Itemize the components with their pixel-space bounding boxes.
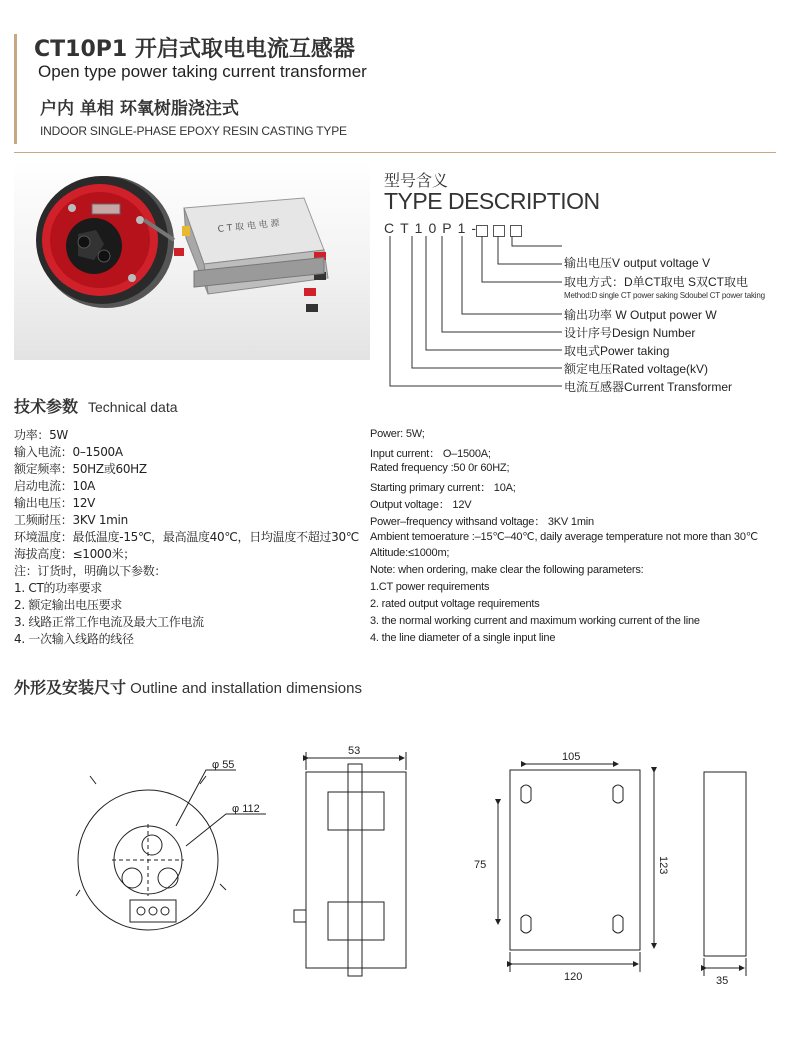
model-code-leader-lines [380,236,570,396]
dimensions-title-cn: 外形及安装尺寸 [14,678,127,697]
spec-cn-row: 功率：5W [14,428,69,442]
header-accent-bar [14,34,17,144]
product-subtitle-en: INDOOR SINGLE-PHASE EPOXY RESIN CASTING TYPE [40,124,347,138]
spec-en-row: Output voltage： 12V [370,499,472,511]
module-label: C T 取 电 电 源 [217,218,281,235]
dimensions-heading [14,675,362,698]
spec-cn-row: 2. 额定输出电压要求 [14,598,122,612]
model-code: CT10P1- [384,220,483,236]
type-description-title-en: TYPE DESCRIPTION [384,188,600,214]
header-divider [14,152,776,153]
hole-spacing-v-label: 75 [474,859,487,871]
dimensions-title-en: Outline and installation dimensions [126,680,362,697]
width-label: 120 [564,971,583,983]
spec-en-row: Power–frequency withsand voltage： 3KV 1min [370,516,594,528]
spec-en-row: Rated frequency :50 0r 60HZ; [370,462,510,474]
spec-en-row: 2. rated output voltage requirements [370,598,540,610]
type-item-power-taking: 取电式Power taking [564,344,670,358]
hole-spacing-h-label: 105 [562,751,581,763]
technical-data-title-cn: 技术参数 [14,397,79,416]
end-view-drawing [704,772,746,976]
type-item-current-transformer: 电流互感器Current Transformer [564,380,733,394]
spec-cn-row: 4. 一次输入线路的线径 [14,632,134,646]
inner-diameter-label: φ 55 [212,759,235,771]
outer-diameter-label: φ 112 [232,803,260,815]
spec-cn-row: 注：订货时，明确以下参数： [14,564,167,578]
spec-cn-row: 3. 线路正常工作电流及最大工作电流 [14,615,204,629]
spec-cn-row: 输入电流：0–1500A [14,445,123,459]
thickness-label: 53 [348,745,361,757]
spec-cn-row: 输出电压：12V [14,496,96,510]
spec-cn-row: 启动电流：10A [14,479,96,493]
product-photo [14,160,370,360]
front-view-drawing [76,770,266,930]
spec-cn-row: 海拔高度：≤1000米； [14,547,135,561]
spec-cn-row: 环境温度：最低温度-15℃，最高温度40℃，日均温度不超过30℃ [14,530,359,544]
type-description-title-cn: 型号含义 [384,171,449,190]
spec-en-row: Altitude:≤1000m; [370,547,450,559]
spec-en-row: 4. the line diameter of a single input line [370,632,556,644]
technical-data-heading [14,394,178,417]
depth-label: 35 [716,975,729,987]
spec-en-row: Starting primary current： 10A; [370,482,516,494]
technical-data-title-en: Technical data [88,399,178,415]
height-label: 123 [657,856,669,875]
spec-cn-row: 额定频率：50HZ或60HZ [14,462,147,476]
mounting-plate-drawing [498,764,654,972]
spec-cn-row: 1. CT的功率要求 [14,581,102,595]
type-item-design-number: 设计序号Design Number [564,326,696,340]
product-title-en: Open type power taking current transformer [38,62,367,81]
product-subtitle-cn: 户内 单相 环氧树脂浇注式 [40,99,239,119]
spec-en-row: Input current： O–1500A; [370,448,491,460]
type-item-rated-voltage: 额定电压Rated voltage(kV) [564,362,709,376]
type-item-output-power: 输出功率 W Output power W [564,308,717,322]
type-item-power-method: 取电方式：D单CT取电 S双CT取电 [564,275,748,289]
side-view-drawing [294,752,406,976]
type-item-output-voltage: 输出电压V output voltage V [564,256,711,270]
type-item-power-method-en: Method:D single CT power saking Sdoubel CT power taking [564,291,765,300]
spec-en-row: Power: 5W; [370,428,425,440]
dimension-drawings [0,740,800,1000]
product-title-cn: CT10P1 开启式取电电流互感器 [34,37,355,62]
spec-en-row: Ambient temoerature :–15℃–40℃, daily average temperature not more than 30℃ [370,531,758,543]
spec-cn-row: 工频耐压：3KV 1min [14,513,128,527]
spec-en-row: 3. the normal working current and maximum working current of the line [370,615,700,627]
spec-en-row: Note: when ordering, make clear the following parameters: [370,564,644,576]
spec-en-row: 1.CT power requirements [370,581,490,593]
